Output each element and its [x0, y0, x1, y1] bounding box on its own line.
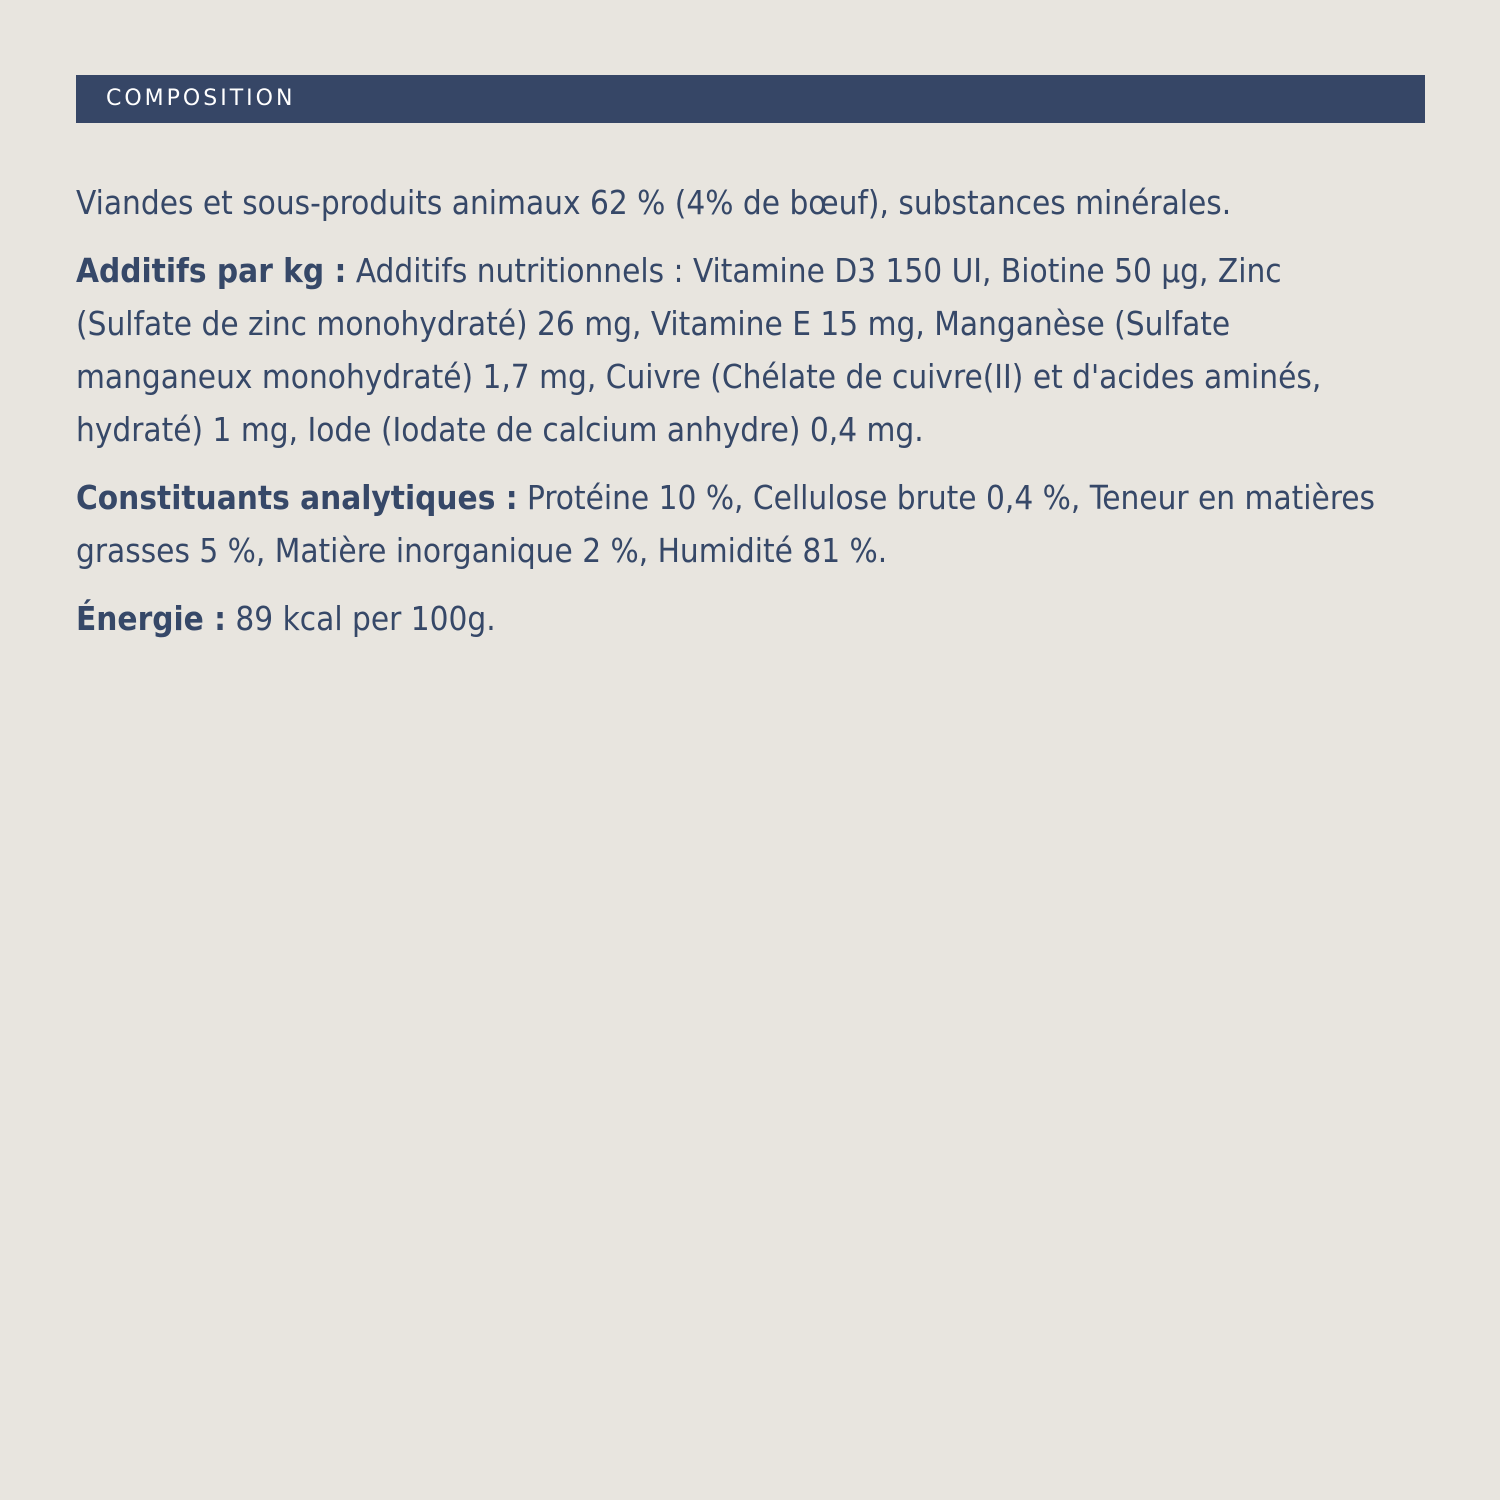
analytics-text: Protéine 10 %, Cellulose brute 0,4 %, Teneur en matières grasses 5 %, Matière inorganique 2 %, Humidité 81 %.: [76, 478, 1376, 570]
energy-label: Énergie :: [76, 599, 226, 638]
additives-text: Additifs nutritionnels : Vitamine D3 150 UI, Biotine 50 µg, Zinc (Sulfate de zinc monohydraté) 26 mg, Vitamine E 15 mg, Manganèse (Sulfate manganeux monohydraté) 1,7 mg, Cuivre (Chélate de cuivre(II) et d'acides aminés, hydraté) 1 mg, Iode (Iodate de calcium anhydre) 0,4 mg.: [76, 251, 1322, 449]
energy-paragraph: [76, 592, 1406, 645]
ingredients-text: Viandes et sous-produits animaux 62 % (4% de bœuf), substances minérales.: [76, 183, 1232, 222]
composition-content: [76, 176, 1406, 660]
section-title: COMPOSITION: [106, 86, 296, 111]
analytics-paragraph: [76, 471, 1406, 577]
additives-label: Additifs par kg :: [76, 251, 347, 290]
analytics-label: Constituants analytiques :: [76, 478, 518, 517]
section-banner: [76, 75, 1425, 123]
additives-paragraph: [76, 244, 1406, 456]
ingredients-paragraph: [76, 176, 1406, 229]
energy-text: 89 kcal per 100g.: [225, 599, 496, 638]
